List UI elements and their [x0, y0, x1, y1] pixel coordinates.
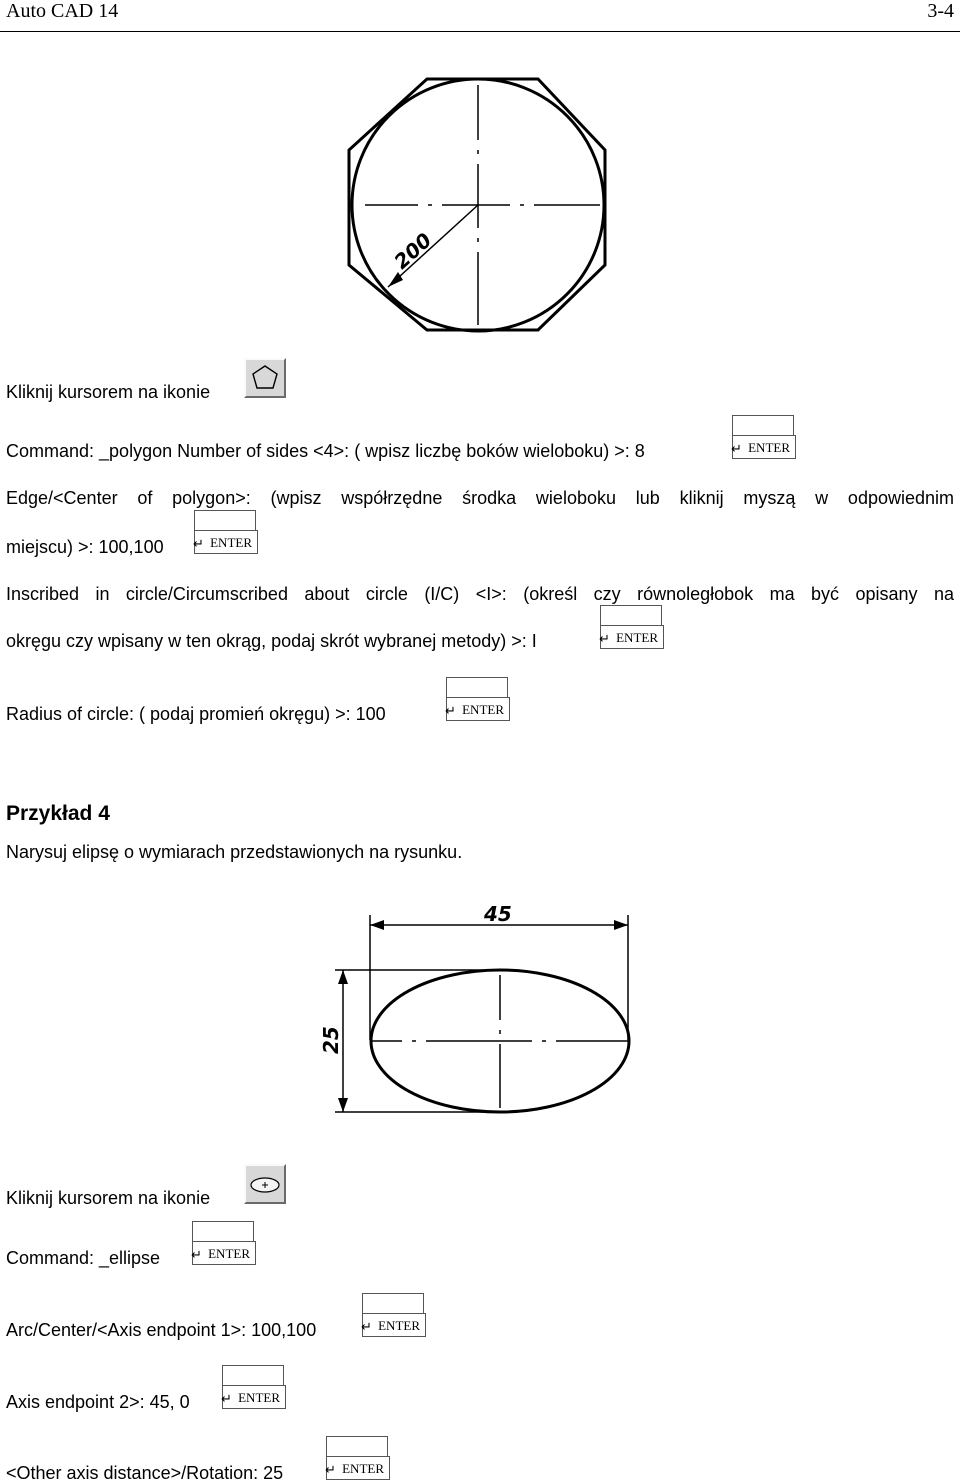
radius-dimension-label: 200 — [389, 227, 437, 274]
height-dimension-label: 25 — [319, 1026, 343, 1054]
polygon-tool-button[interactable] — [244, 358, 286, 398]
polygon-center-line: Edge/<Center of polygon>: (wpisz współrzędne środka wieloboku lub kliknij myszą w odpowiednim — [6, 488, 954, 508]
click-prompt-ellipse: Kliknij kursorem na ikonie — [6, 1188, 211, 1208]
ellipse-axis2-line: Axis endpoint 2>: 45, 0 — [6, 1392, 190, 1412]
polygon-method-line: okręgu czy wpisany w ten okrąg, podaj skrót wybranej metody) >: I — [6, 631, 537, 651]
polygon-inscribed-line: Inscribed in circle/Circumscribed about circle (I/C) <I>: (określ czy równoległobok ma być opisany na — [6, 584, 954, 604]
width-dimension-label: 45 — [484, 902, 512, 926]
page-header-title: Auto CAD 14 — [6, 0, 119, 22]
pentagon-icon — [246, 360, 284, 396]
ellipse-command-line: Command: _ellipse — [6, 1248, 161, 1268]
example-title: Przykład 4 — [6, 802, 110, 825]
enter-key-5: ↵ ENTER — [188, 1221, 256, 1265]
octagon-figure — [330, 70, 620, 350]
example-description: Narysuj elipsę o wymiarach przedstawionych na rysunku. — [6, 842, 463, 862]
header-divider — [0, 31, 960, 32]
ellipse-tool-button[interactable] — [244, 1164, 286, 1204]
page-number: 3-4 — [927, 0, 954, 22]
enter-key-3: ↵ ENTER — [596, 605, 664, 649]
ellipse-axis1-line: Arc/Center/<Axis endpoint 1>: 100,100 — [6, 1320, 317, 1340]
enter-key-6: ↵ ENTER — [358, 1293, 426, 1337]
ellipse-figure — [310, 900, 650, 1120]
enter-key-2: ↵ ENTER — [190, 510, 258, 554]
enter-key-8: ↵ ENTER — [322, 1436, 390, 1480]
enter-key-7: ↵ ENTER — [218, 1365, 286, 1409]
polygon-command-line: Command: _polygon Number of sides <4>: ( wpisz liczbę boków wieloboku) >: 8 — [6, 441, 645, 461]
enter-key-1: ↵ ENTER — [728, 415, 796, 459]
ellipse-rotation-line: <Other axis distance>/Rotation: 25 — [6, 1463, 284, 1483]
click-prompt-polygon: Kliknij kursorem na ikonie — [6, 382, 211, 402]
polygon-radius-line: Radius of circle: ( podaj promień okręgu) >: 100 — [6, 704, 386, 724]
polygon-center-value-line: miejscu) >: 100,100 — [6, 537, 164, 557]
enter-key-4: ↵ ENTER — [442, 677, 510, 721]
ellipse-icon — [246, 1166, 284, 1202]
